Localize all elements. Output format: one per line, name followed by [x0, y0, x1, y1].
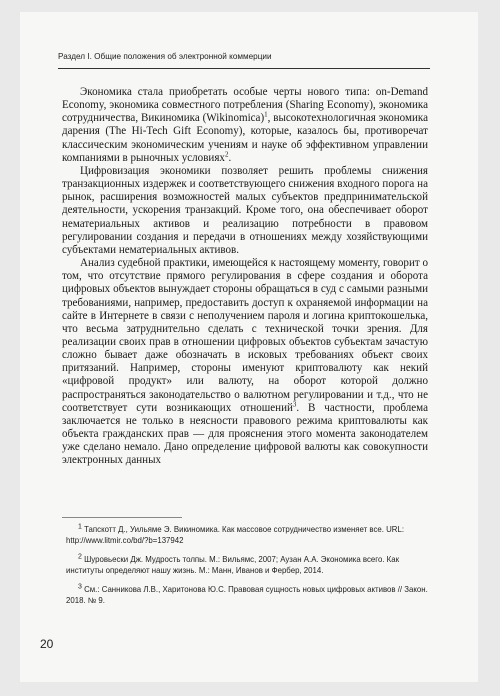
paragraph-text: Анализ судебной практики, имеющейся к настоящему моменту, говорит о том, что отсутствие прямого регулирования в сфере создания и оборота цифровых объектов вынуждает стороны обращаться в суд с самыми разными требованиями, например, предоставить доступ к охраняемой информации на сайте в Интернете в связи с неполучением пароля и логина криптокошелька, что весьма затруднительно сделать с технической точки зрения. Для реализации своих прав в отношении цифровых объектов субъектам зачастую сложно бывает даже обозначать в исковых требованиях объект своих притязаний. Например, стороны именуют криптовалюту как некий «цифровой продукт» или валюту, на оборот которой должно распространяться законодательство о валютном регулировании и т.д., что не соответствует сути возникающих отношений — [62, 257, 428, 414]
footnote — [66, 584, 428, 607]
footnote-text: Тапскотт Д., Уильяме Э. Викиномика. Как массовое сотрудничество изменяет все. URL: http://www.litmir.co/bd/?b=137942 — [66, 525, 405, 546]
paragraph — [62, 165, 428, 257]
paragraph-text: Цифровизация экономики позволяет решить проблемы снижения транзакционных издержек и соответствующего снижения входного порога на рынок, расширения возможностей малых субъектов предпринимательской деятельности, ускорения транзакций. Кроме того, она обеспечивает оборот нематериальных активов и реализацию потребности в правовом регулировании создания и передачи в отношениях между хозяйствующими субъектами нематериальных активов. — [62, 164, 428, 256]
footnote-reference[interactable]: 1 — [264, 110, 268, 119]
paragraph — [62, 257, 428, 468]
paragraph-text: . — [228, 151, 232, 164]
footnote-number: 2 — [78, 553, 82, 561]
footnote-reference[interactable]: 2 — [224, 150, 229, 159]
paragraph — [62, 86, 428, 165]
paragraph-text: Экономика стала приобретать особые черты нового типа: on-Demand Economy, экономика совместного потребления (Sharing Economy), экономика сотрудничества, Викиномика (Wikinomica) — [62, 86, 428, 125]
footnote — [66, 524, 428, 547]
footnote-number: 3 — [78, 583, 82, 591]
footnote-text: Шуровьески Дж. Мудрость толпы. М.: Вильямс, 2007; Аузан А.А. Экономика всего. Как институты определяют нашу жизнь. М.: Манн, Иванов и Фербер, 2014. — [66, 554, 400, 576]
footnote-number: 1 — [78, 523, 82, 531]
footnote-text: См.: Санникова Л.В., Харитонова Ю.С. Правовая сущность новых цифровых активов // Закон. 2018. № 9. — [66, 584, 428, 606]
footnotes — [66, 524, 428, 613]
running-header: Раздел I. Общие положения об электронной коммерции — [58, 52, 272, 61]
book-page — [20, 12, 478, 682]
main-text — [62, 86, 428, 468]
footnote — [66, 554, 428, 577]
header-divider — [58, 68, 430, 69]
paragraph-text: . В частности, проблема заключается не только в неясности правового режима криптовалюты как объекта гражданских прав — для прояснения этого момента законодателем уже сделано немало. Дано определение цифровой валюты как совокупности электронных данных — [62, 401, 428, 467]
page-number: 20 — [40, 637, 54, 651]
footnote-divider — [62, 517, 182, 518]
footnote-reference[interactable]: 3 — [292, 400, 297, 409]
paragraph-text: , высокотехнологичная экономика дарения (The Hi-Tech Gift Economy), которые, казалось бы, противоречат классическим экономическим учениям и науке об эффективном управлении компаниями в рыночных условиях — [62, 112, 428, 164]
